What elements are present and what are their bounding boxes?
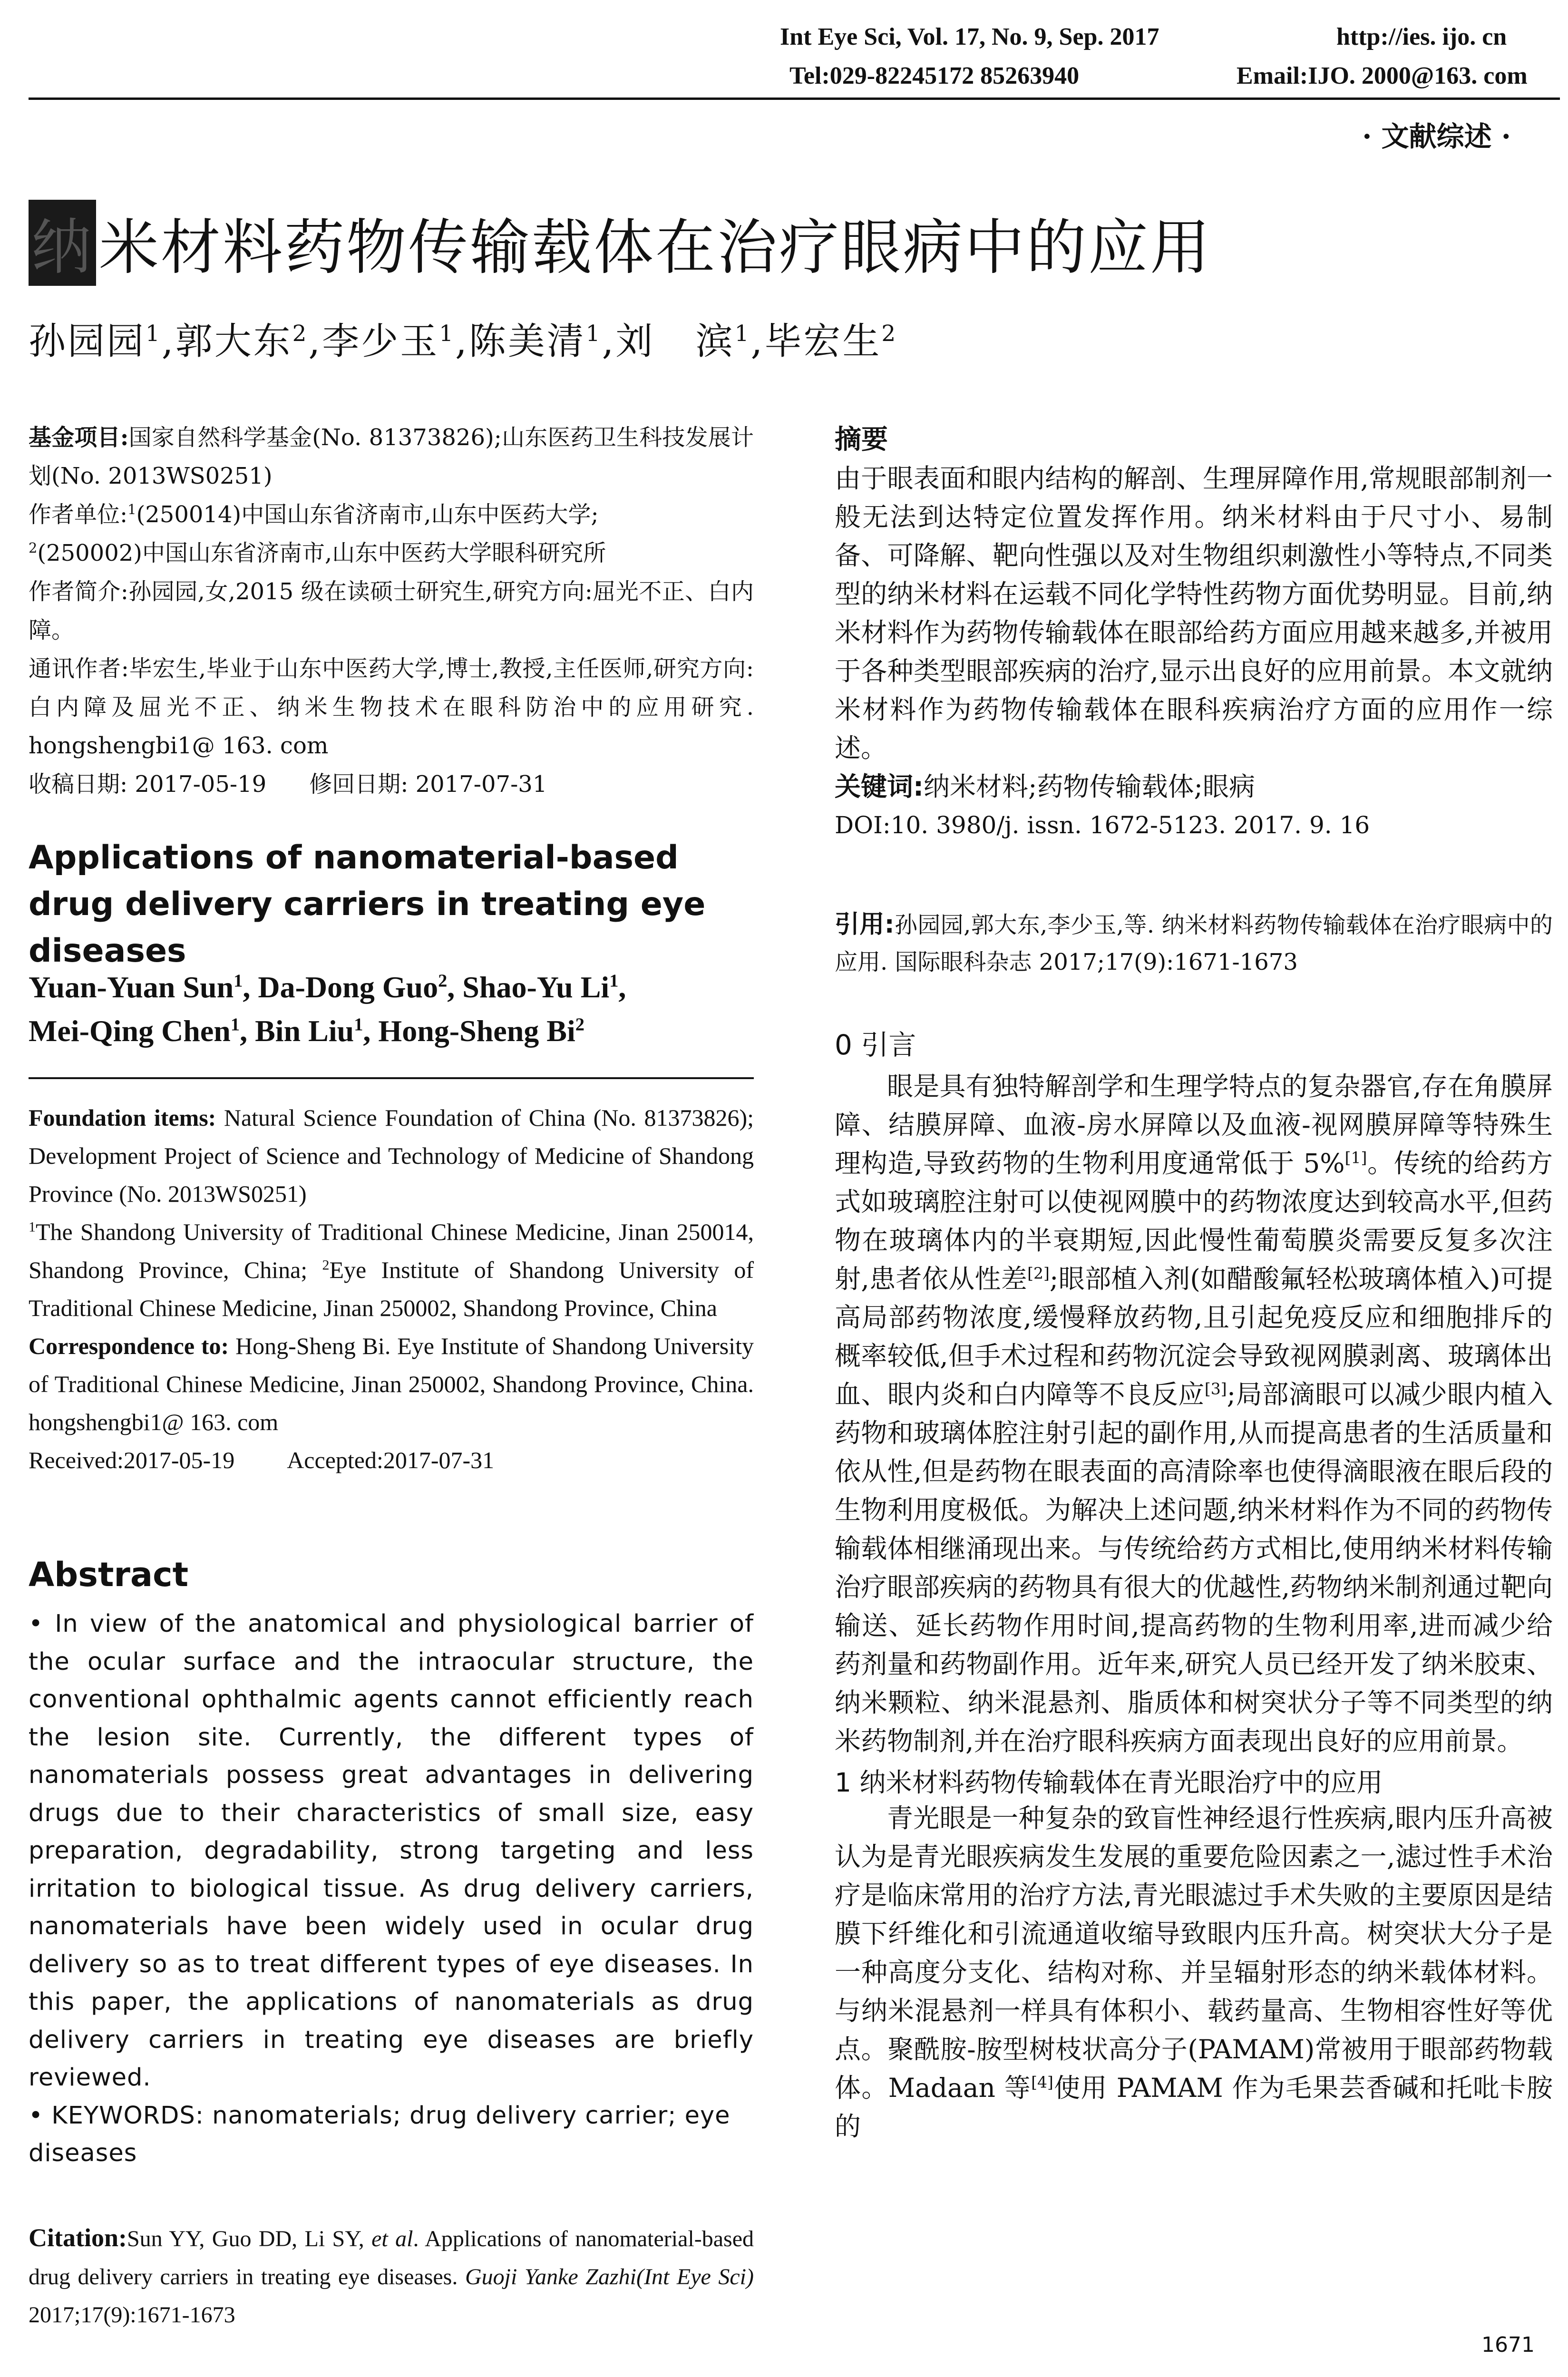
journal-citation-line: Int Eye Sci, Vol. 17, No. 9, Sep. 2017 [780,23,1159,50]
citation-cn: 引用:孙园园,郭大东,李少玉,等. 纳米材料药物传输载体在治疗眼病中的应用. 国际眼科杂志 2017;17(9):1671-1673 [835,910,1553,975]
citation-en: Citation:Sun YY, Guo DD, Li SY, et al. Applications of nanomaterial-based drug delivery carriers in treating eye diseases. Guoji Yanke Zazhi(Int Eye Sci) 2017;17(9):1671-1673 [29,2223,754,2328]
unit-item: 作者单位:$^1$(250014)中国山东省济南市,山东中医药大学; $^2$(250002)中国山东省济南市,山东中医药大学眼科研究所 [29,501,606,566]
keywords-cn: 关键词:纳米材料;药物传输载体;眼病 [835,771,1256,802]
authors-en: Yuan-Yuan Sun$^1$, Da-Dong Guo$^2$, Shao-Yu Li$^1$, Mei-Qing Chen$^1$, Bin Liu$^1$, Hong-Sheng Bi$^2$ [29,970,626,1048]
en-dates: Received:2017-05-19 Accepted:2017-07-31 [29,1447,495,1473]
abstract-heading: Abstract [29,1555,189,1594]
abstract-cn-heading: 摘要 [835,424,888,455]
section0-heading: 0 引言 [835,1029,916,1061]
article-title-en: Applications of nanomaterial-based drug delivery carriers in treating eye diseases [29,839,706,970]
doi: DOI:10. 3980/j. issn. 1672-5123. 2017. 9. 16 [835,811,1370,839]
page-number: 1671 [1481,2333,1535,2357]
section1-heading: 1 纳米材料药物传输载体在青光眼治疗中的应用 [835,1767,1383,1798]
abstract-keywords: • KEYWORDS: nanomaterials; drug delivery carrier; eye diseases [29,2101,730,2167]
section1-paragraph: 青光眼是一种复杂的致盲性神经退行性疾病,眼内压升高被认为是青光眼疾病发生发展的重要危险因素之一,滤过性手术治疗是临床常用的治疗方法,青光眼滤过手术失败的主要原因是结膜下纤维化和引流通道收缩导致眼内压升高。树突状大分子是一种高度分支化、结构对称、并呈辐射形态的纳米载体材料。与纳米混悬剂一样具有体积小、载药量高、生物相容性好等优点。聚酰胺-胺型树枝状高分子(PAMAM)常被用于眼部药物载体。Madaan 等[4]使用 PAMAM 作为毛果芸香碱和托吡卡胺的 [835,1803,1553,2142]
title-first-char: 纳 [29,200,96,286]
title-rest: 米材料药物传输载体在治疗眼病中的应用 [99,213,1212,283]
correspondence-item: Correspondence to: Hong-Sheng Bi. Eye Institute of Shandong University of Traditional Chinese Medicine, Jinan 250002, Shandong Province, China. hongshengbi1@ 163. com [29,1333,754,1435]
section-intro [835,1023,1553,2146]
abstract-cn-body: 由于眼表面和眼内结构的解剖、生理屏障作用,常规眼部制剂一般无法到达特定位置发挥作用。纳米材料由于尺寸小、易制备、可降解、靶向性强以及对生物组织刺激性小等特点,不同类型的纳米材料在运载不同化学特性药物方面优势明显。目前,纳米材料作为药物传输载体在眼部给药方面应用越来越多,并被用于各种类型眼部疾病的治疗,显示出良好的应用前景。本文就纳米材料作为药物传输载体在眼科疾病治疗方面的应用作一综述。 [835,463,1553,763]
section0-paragraph: 眼是具有独特解剖学和生理学特点的复杂器官,存在角膜屏障、结膜屏障、血液-房水屏障以及血液-视网膜屏障等特殊生理构造,导致药物的生物利用度通常低于 5%[1]。传统的给药方式如玻璃腔注射可以使视网膜中的药物浓度达到较高水平,但药物在玻璃体内的半衰期短,因此慢性葡萄膜炎需要反复多次注射,患者依从性差[2];眼部植入剂(如醋酸氟轻松玻璃体植入)可提高局部药物浓度,缓慢释放药物,且引起免疫反应和细胞排斥的概率较低,但手术过程和药物沉淀会导致视网膜剥离、玻璃体出血、眼内炎和白内障等不良反应[3];局部滴眼可以减少眼内植入药物和玻璃体腔注射引起的副作用,从而提高患者的生活质量和依从性,但是药物在眼表面的高清除率也使得滴眼液在眼后段的生物利用度极低。为解决上述问题,纳米材料作为不同的药物传输载体相继涌现出来。与传统给药方式相比,使用纳米材料传输治疗眼部疾病的药物具有很大的优越性,药物纳米制剂通过靶向输送、延长药物作用时间,提高药物的生物利用率,进而减少给药剂量和药物副作用。近年来,研究人员已经开发了纳米胶束、纳米颗粒、纳米混悬剂、脂质体和树突状分子等不同类型的纳米药物制剂,并在治疗眼科疾病方面表现出良好的应用前景。 [835,1071,1553,1756]
section-tag: · 文献综述 · [1362,120,1511,153]
abstract-body: • In view of the anatomical and physiological barrier of the ocular surface and the intraocular structure, the conventional ophthalmic agents cannot efficiently reach the lesion site. Currently, the different types of nanomaterials possess great advantages in delivering drugs due to their characteristics of small size, easy preparation, degradability, strong targeting and less irritation to biological tissue. As drug delivery carriers, nanomaterials have been widely used in ocular drug delivery so as to treat different types of eye diseases. In this paper, the applications of nanomaterials as drug delivery carriers in treating eye diseases are briefly reviewed. [29,1610,754,2092]
authors-cn: 孙园园$^1$,郭大东$^2$,李少玉$^1$,陈美清$^1$,刘 滨$^1$,毕宏生$^2$ [29,320,898,363]
journal-email: Email:IJO. 2000@163. com [1237,62,1528,89]
header-rule [29,97,1560,100]
left-column-rule [29,1077,754,1079]
abstract-en [29,1605,754,2172]
abstract-cn [835,419,1553,845]
foundation-item: Foundation items: Natural Science Foundation of China (No. 81373826); Development Project of Science and Technology of Medicine of Shandong Province (No. 2013WS0251) [29,1104,754,1207]
corr-item: 通讯作者:毕宏生,毕业于山东中医药大学,博士,教授,主任医师,研究方向:白内障及屈光不正、纳米生物技术在眼科防治中的应用研究. hongshengbi1@ 163. com [29,655,754,759]
dates-item: 收稿日期: 2017-05-19 修回日期: 2017-07-31 [29,771,547,798]
cn-metadata [29,419,754,804]
bio-item: 作者简介:孙园园,女,2015 级在读硕士研究生,研究方向:屈光不正、白内障。 [29,578,754,643]
article-title-cn [29,200,1212,286]
en-metadata [29,1099,754,1479]
journal-tel: Tel:029-82245172 85263940 [789,62,1080,89]
fund-item: 基金项目:国家自然科学基金(No. 81373826);山东医药卫生科技发展计划(No. 2013WS0251) [29,424,754,489]
journal-url: http://ies. ijo. cn [1336,23,1507,50]
affiliations: $^1$The Shandong University of Traditional Chinese Medicine, Jinan 250014, Shandong Province, China; $^2$Eye Institute of Shandong University of Traditional Chinese Medicine, Jinan 250002, Shandong Province, China [29,1218,754,1321]
